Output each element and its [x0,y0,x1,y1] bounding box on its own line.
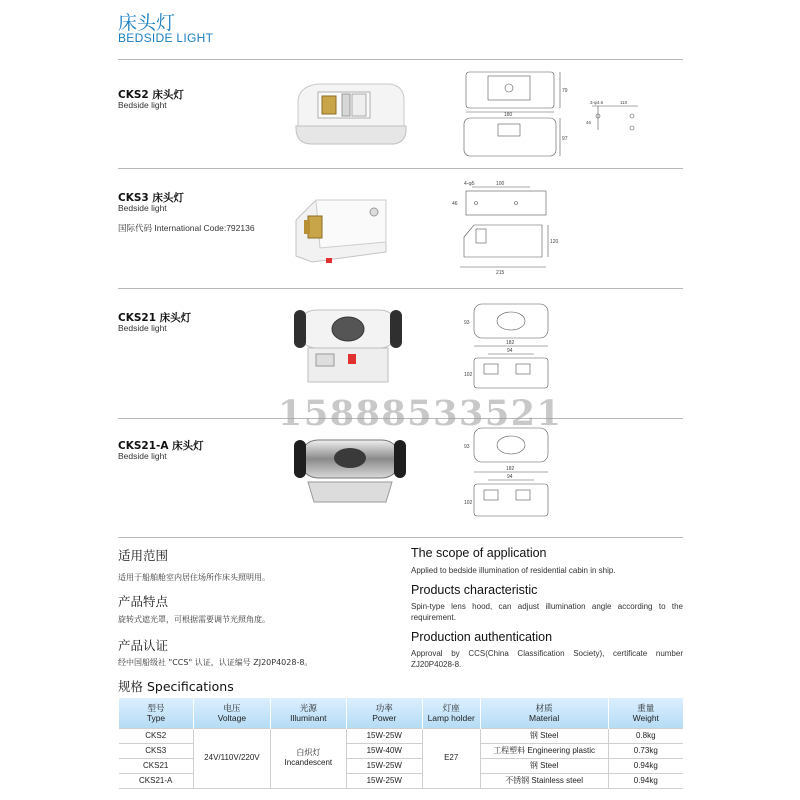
cell-power: 15W-25W [346,773,422,788]
product-sub-cks21: Bedside light [118,323,167,333]
cell-power: 15W-25W [346,728,422,743]
technical-drawing-cks3 [450,177,560,277]
col-header-illuminant: 光源 Illuminant [270,698,346,728]
col-header-material: 材质 Material [480,698,608,728]
scope-title-cn: 适用范围 [118,548,169,563]
cell-type: CKS3 [119,743,194,758]
dim-cks21-w2: 94 [507,348,513,354]
watermark-phone: 15888533521 [278,393,563,434]
feature-text-cn: 旋转式遮光罩，可根据需要调节光照角度。 [118,615,270,624]
dim-cks3-wbottom: 215 [496,270,505,276]
cell-weight: 0.8kg [608,728,683,743]
product-name-cks21a: CKS21-A 床头灯 [118,440,204,452]
product-sub-cks3: Bedside light [118,203,167,213]
cell-illuminant: 白炽灯 Incandescent [270,728,346,788]
divider [118,537,683,538]
cell-weight: 0.94kg [608,773,683,788]
dim-cks3-wtop: 100 [496,181,505,187]
page-title-en: BEDSIDE LIGHT [118,31,214,45]
dim-cks3-hside: 120 [550,239,559,245]
technical-drawing-cks2 [456,66,581,161]
dim-cks21-hside: 102 [464,372,473,378]
cell-voltage: 24V/110V/220V [193,728,270,788]
product-sub-cks2: Bedside light [118,100,167,110]
feature-title-cn: 产品特点 [118,594,169,609]
cell-material: 钢 Steel [480,758,608,773]
dim-cks21a-htop: 93 [464,444,470,450]
table-row [119,728,684,743]
cert-title-cn: 产品认证 [118,638,169,653]
scope-title-en: The scope of application [411,546,547,560]
col-header-lamp-holder: 灯座 Lamp holder [422,698,480,728]
dim-cks2-pitch: 110 [620,100,628,105]
dim-cks21-w1: 182 [506,340,515,346]
scope-text-cn: 适用于船舶舱室内居住场所作床头照明用。 [118,573,270,582]
dim-cks21a-w1: 182 [506,466,515,472]
cell-power: 15W-25W [346,758,422,773]
cell-power: 15W-40W [346,743,422,758]
cell-type: CKS21-A [119,773,194,788]
product-name-cks2: CKS2 床头灯 [118,89,184,101]
technical-drawing-cks21a [462,424,557,524]
cert-text-en: Approval by CCS(China Classification Society), certificate number ZJ20P4028-8. [411,649,683,669]
dim-cks21a-w2: 94 [507,474,513,480]
dim-cks2-htop: 79 [562,88,568,94]
dim-cks2-w: 180 [504,112,513,118]
product-photo-cks2 [290,72,410,152]
cert-title-en: Production authentication [411,630,553,644]
dim-cks2-hole: 3-φ4.6 [590,100,604,105]
dim-cks21-htop: 93 [464,320,470,326]
cell-material: 不锈钢 Stainless steel [480,773,608,788]
international-code-cks3: 国际代码 International Code:792136 [118,223,255,233]
cell-material: 钢 Steel [480,728,608,743]
cert-text-cn: 经中国船级社 "CCS" 认证，认证编号 ZJ20P4028-8。 [118,658,313,667]
technical-drawing-cks21 [462,300,557,395]
col-header-type: 型号 Type [119,698,194,728]
cell-lamp-holder: E27 [422,728,480,788]
dim-cks3-hole: 4-φ5 [464,181,475,187]
scope-text-en: Applied to bedside illumination of residential cabin in ship. [411,566,616,575]
spec-title: 规格 Specifications [118,679,234,694]
product-photo-cks21 [288,300,408,390]
cell-type: CKS21 [119,758,194,773]
cell-weight: 0.73kg [608,743,683,758]
page-title-cn: 床头灯 [118,12,176,34]
col-header-weight: 重量 Weight [608,698,683,728]
cell-material: 工程塑料 Engineering plastic [480,743,608,758]
divider [118,59,683,60]
divider [118,168,683,169]
divider [118,288,683,289]
feature-text-en: Spin-type lens hood, can adjust illumination angle according to the requirement. [411,602,683,622]
mounting-drawing-cks2 [584,96,644,136]
dim-cks21a-hside: 102 [464,500,473,506]
dim-cks2-hside: 97 [562,136,568,142]
product-sub-cks21a: Bedside light [118,451,167,461]
dim-cks3-htop: 46 [452,201,458,207]
col-header-voltage: 电压 Voltage [193,698,270,728]
product-name-cks21: CKS21 床头灯 [118,312,192,324]
spec-table [118,698,683,789]
product-photo-cks21a [290,432,410,512]
product-name-cks3: CKS3 床头灯 [118,192,184,204]
col-header-power: 功率 Power [346,698,422,728]
dim-cks2-small: 46 [586,120,592,125]
cell-weight: 0.94kg [608,758,683,773]
cell-type: CKS2 [119,728,194,743]
feature-title-en: Products characteristic [411,583,538,597]
product-photo-cks3 [286,190,396,275]
